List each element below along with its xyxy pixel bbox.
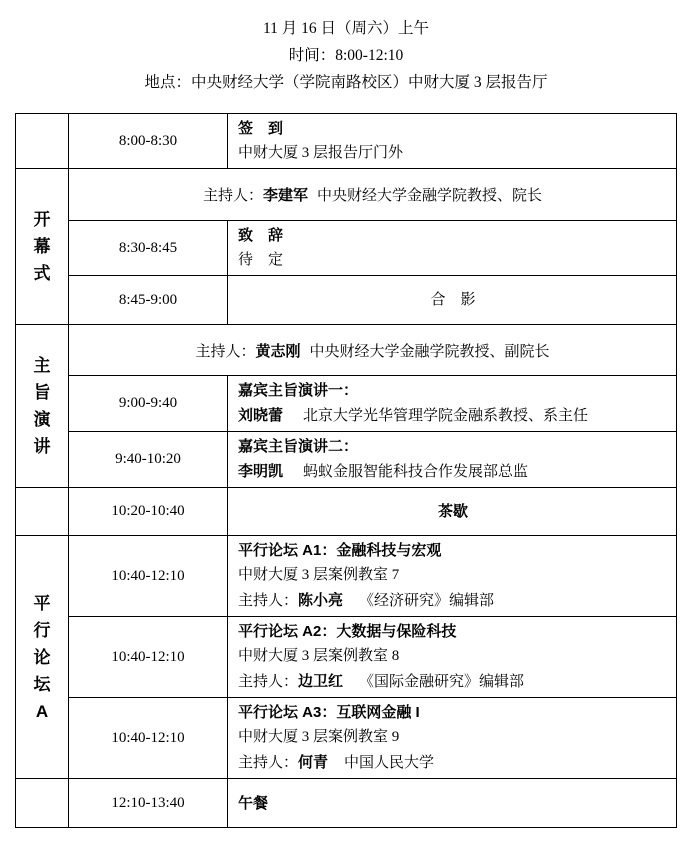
forum-a2-time: 10:40-12:10 [69,617,228,698]
photo-time: 8:45-9:00 [69,276,228,325]
talk1-speaker: 刘晓蕾 [238,407,284,424]
talk2-affiliation: 蚂蚁金服智能科技合作发展部总监 [303,464,529,480]
forum-a3-time: 10:40-12:10 [69,698,228,779]
signin-title: 签 到 [238,120,284,137]
talk2-content [228,432,677,488]
forum-a2-host: 边卫红 [298,673,344,690]
session-venue: 地点：中央财经大学（学院南路校区）中财大厦 3 层报告厅 [144,74,548,91]
lunch-time: 12:10-13:40 [69,779,228,828]
schedule-table [15,113,677,828]
signin-content [228,114,677,169]
row-keynote-talk1 [16,376,677,432]
row-opening-host [16,169,677,221]
forum-a2-host-prefix: 主持人： [238,674,299,690]
forum-a2-host-org: 《国际金融研究》编辑部 [359,674,525,690]
forum-a3-host-prefix: 主持人： [238,755,299,771]
forum-a1-title: 平行论坛 A1：金融科技与宏观 [238,542,442,559]
section-label-opening [16,169,69,325]
forum-a3-title: 平行论坛 A3：互联网金融 I [238,704,420,721]
speech-note: 待 定 [238,252,284,268]
row-lunch [16,779,677,828]
keynote-section-label: 主旨演讲 [33,356,51,456]
forum-a1-host: 陈小亮 [298,592,344,609]
section-cell-empty-tea [16,488,69,536]
talk1-time: 9:00-9:40 [69,376,228,432]
row-signin [16,114,677,169]
forum-a1-host-org: 《经济研究》编辑部 [359,593,495,609]
row-opening-photo [16,276,677,325]
lunch-content [228,779,677,828]
talk2-time: 9:40-10:20 [69,432,228,488]
opening-host-name: 李建军 [262,187,308,204]
forum-a3-location: 中财大厦 3 层案例教室 9 [238,729,400,745]
tea-time: 10:20-10:40 [69,488,228,536]
opening-host-cell [69,169,677,221]
lunch-title: 午餐 [238,794,269,812]
talk2-title: 嘉宾主旨演讲二： [238,438,359,455]
speech-title: 致 辞 [238,227,284,244]
forum-a3-host-org: 中国人民大学 [344,755,435,771]
forum-a3-content [228,698,677,779]
opening-host-desc: 中央财经大学金融学院教授、院长 [317,188,543,204]
forum-a1-location: 中财大厦 3 层案例教室 7 [238,567,400,583]
session-date: 11 月 16 日（周六）上午 [262,20,430,37]
talk1-affiliation: 北京大学光华管理学院金融系教授、系主任 [303,408,589,424]
forum-a1-content [228,536,677,617]
row-keynote-talk2 [16,432,677,488]
speech-content [228,221,677,276]
row-forum-a3 [16,698,677,779]
opening-section-label: 开幕式 [33,210,51,283]
row-keynote-host [16,325,677,376]
forum-a2-title: 平行论坛 A2：大数据与保险科技 [238,623,457,640]
tea-content [228,488,677,536]
row-forum-a1 [16,536,677,617]
row-opening-speech [16,221,677,276]
signin-time: 8:00-8:30 [69,114,228,169]
speech-time: 8:30-8:45 [69,221,228,276]
photo-content [228,276,677,325]
forum-a1-time: 10:40-12:10 [69,536,228,617]
forum-a2-content [228,617,677,698]
parallel-section-label: 平行论坛A [33,593,51,721]
talk1-content [228,376,677,432]
forum-a1-host-prefix: 主持人： [238,593,299,609]
signin-location: 中财大厦 3 层报告厅门外 [238,145,404,161]
section-cell-empty-top [16,114,69,169]
keynote-host-prefix: 主持人： [195,343,256,360]
row-tea-break [16,488,677,536]
page-header [0,0,692,96]
forum-a3-host: 何青 [298,754,329,771]
keynote-host-name: 黄志刚 [255,342,301,360]
section-label-keynote [16,325,69,488]
keynote-host-desc: 中央财经大学金融学院教授、副院长 [309,343,550,360]
opening-host-prefix: 主持人： [202,188,263,204]
keynote-host-cell [69,325,677,376]
row-forum-a2 [16,617,677,698]
section-label-parallel [16,536,69,779]
forum-a2-location: 中财大厦 3 层案例教室 8 [238,648,400,664]
tea-title: 茶歇 [437,503,468,520]
session-time: 时间：8:00-12:10 [288,47,404,64]
section-cell-empty-lunch [16,779,69,828]
talk2-speaker: 李明凯 [238,463,284,480]
photo-title: 合 影 [430,291,476,308]
talk1-title: 嘉宾主旨演讲一： [238,382,359,399]
